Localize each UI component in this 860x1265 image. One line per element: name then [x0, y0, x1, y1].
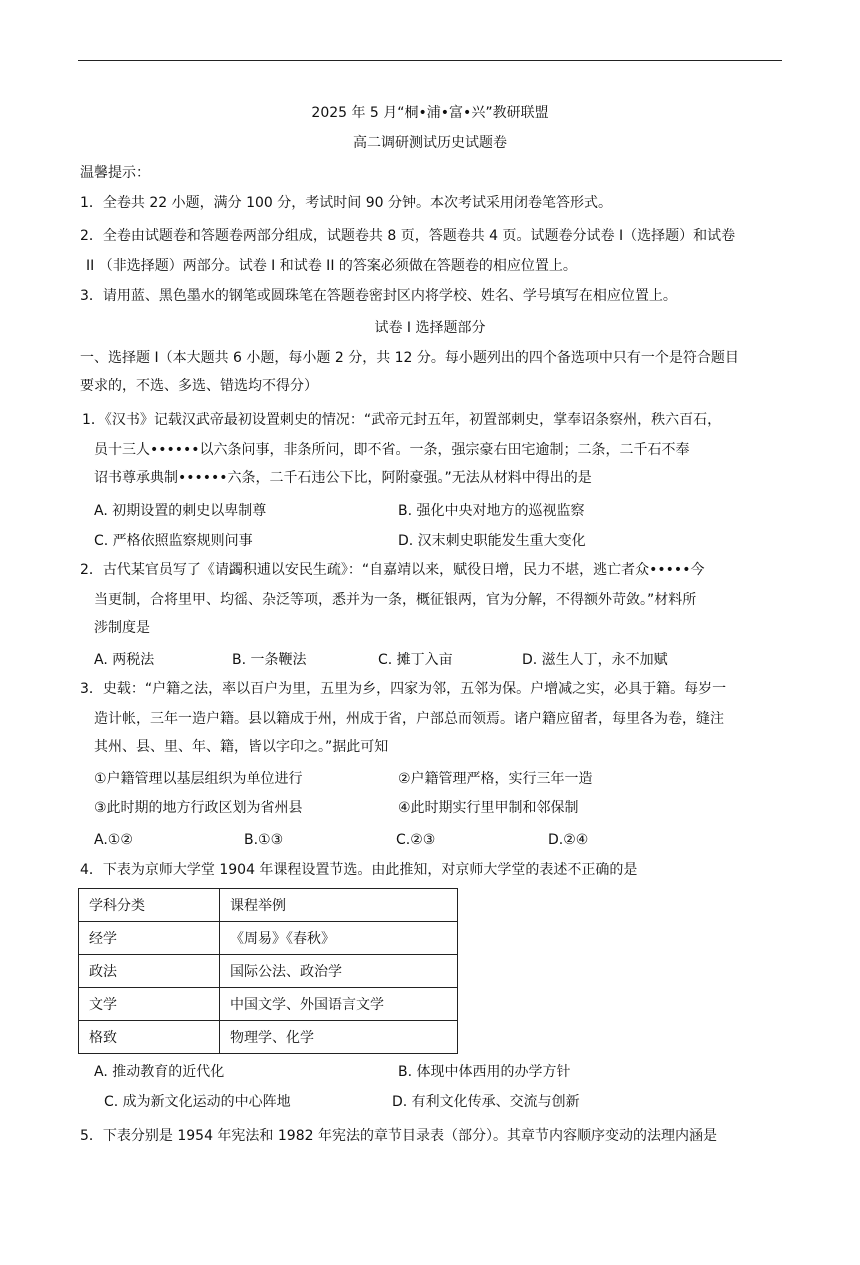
question-3-stem: 3．史载：“户籍之法，率以百户为里，五里为乡，四家为邻，五邻为保。户增减之实，必具于籍。每岁一 — [80, 681, 727, 697]
exam-title: 2025 年 5 月“桐•浦•富•兴”教研联盟 — [311, 105, 549, 121]
table-cell: 文学 — [79, 988, 220, 1021]
course-table — [78, 888, 458, 1054]
question-3-option-d: D.②④ — [548, 832, 589, 848]
question-4-option-a: A. 推动教育的近代化 — [94, 1064, 225, 1080]
question-2-stem: 涉制度是 — [94, 620, 150, 636]
question-3-stem: 其州、县、里、年、籍，皆以字印之。”据此可知 — [94, 739, 389, 755]
table-cell: 经学 — [79, 922, 220, 955]
question-4-option-c: C. 成为新文化运动的中心阵地 — [104, 1094, 291, 1110]
part-instructions: 要求的，不选、多选、错选均不得分） — [80, 378, 318, 394]
question-3-statement: ①户籍管理以基层组织为单位进行 — [94, 771, 303, 787]
question-4-stem: 4．下表为京师大学堂 1904 年课程设置节选。由此推知，对京师大学堂的表述不正确的是 — [80, 862, 638, 878]
part-instructions: 一、选择题 I（本大题共 6 小题，每小题 2 分，共 12 分。每小题列出的四个备选项中只有一个是符合题目 — [80, 350, 739, 366]
section-title: 试卷 I 选择题部分 — [374, 320, 486, 336]
question-2-option-d: D. 滋生人丁，永不加赋 — [522, 652, 668, 668]
question-1-stem: 诏书尊承典制••••••六条，二千石违公下比，阿附豪强。”无法从材料中得出的是 — [94, 470, 592, 486]
question-2-option-b: B. 一条鞭法 — [232, 652, 307, 668]
table-cell: 格致 — [79, 1021, 220, 1054]
table-row — [79, 922, 458, 955]
question-3-statement: ③此时期的地方行政区划为省州县 — [94, 800, 303, 816]
question-3-option-c: C.②③ — [396, 832, 436, 848]
question-4-option-b: B. 体现中体西用的办学方针 — [398, 1064, 571, 1080]
question-3-option-a: A.①② — [94, 832, 133, 848]
question-1-stem: 员十三人••••••以六条问事，非条所问，即不省。一条，强宗豪右田宅逾制；二条，二千石不奉 — [94, 442, 690, 458]
table-header-cell: 学科分类 — [79, 889, 220, 922]
question-1-option-d: D. 汉末刺史职能发生重大变化 — [398, 533, 586, 549]
question-3-statement: ②户籍管理严格，实行三年一造 — [398, 771, 593, 787]
table-cell: 中国文学、外国语言文学 — [220, 988, 458, 1021]
question-1-option-b: B. 强化中央对地方的巡视监察 — [398, 503, 585, 519]
exam-subtitle: 高二调研测试历史试题卷 — [353, 135, 507, 151]
table-cell: 政法 — [79, 955, 220, 988]
table-cell: 国际公法、政治学 — [220, 955, 458, 988]
question-5-stem: 5．下表分别是 1954 年宪法和 1982 年宪法的章节目录表（部分）。其章节内容顺序变动的法理内涵是 — [80, 1128, 717, 1144]
question-1-option-a: A. 初期设置的刺史以卑制尊 — [94, 503, 267, 519]
notice-heading: 温馨提示： — [80, 165, 150, 181]
notice-item: II （非选择题）两部分。试卷 I 和试卷 II 的答案必须做在答题卷的相应位置上。 — [86, 258, 577, 274]
table-cell: 物理学、化学 — [220, 1021, 458, 1054]
notice-item: 1．全卷共 22 小题，满分 100 分，考试时间 90 分钟。本次考试采用闭卷笔答形式。 — [80, 195, 612, 211]
table-row — [79, 1021, 458, 1054]
question-3-statement: ④此时期实行里甲制和邻保制 — [398, 800, 579, 816]
question-2-stem: 当更制，合将里甲、均徭、杂泛等项，悉并为一条，概征银两，官为分解，不得额外苛敛。”材料所 — [94, 592, 697, 608]
question-3-stem: 造计帐，三年一造户籍。县以籍成于州，州成于省，户部总而领焉。诸户籍应留者，每里各为卷，缝注 — [94, 711, 724, 727]
notice-item: 3．请用蓝、黑色墨水的钢笔或圆珠笔在答题卷密封区内将学校、姓名、学号填写在相应位置上。 — [80, 288, 677, 304]
header-rule — [78, 60, 782, 61]
table-row — [79, 955, 458, 988]
table-header-cell: 课程举例 — [220, 889, 458, 922]
table-header-row — [79, 889, 458, 922]
question-1-option-c: C. 严格依照监察规则问事 — [94, 533, 253, 549]
table-cell: 《周易》《春秋》 — [220, 922, 458, 955]
question-2-option-c: C. 摊丁入亩 — [378, 652, 453, 668]
notice-item: 2．全卷由试题卷和答题卷两部分组成，试题卷共 8 页，答题卷共 4 页。试题卷分试卷 I（选择题）和试卷 — [80, 228, 736, 244]
question-4-option-d: D. 有利文化传承、交流与创新 — [392, 1094, 580, 1110]
question-2-option-a: A. 两税法 — [94, 652, 155, 668]
question-2-stem: 2．古代某官员写了《请蠲积逋以安民生疏》：“自嘉靖以来，赋役日增，民力不堪，逃亡者众•••••今 — [80, 562, 705, 578]
table-row — [79, 988, 458, 1021]
question-1-stem: 1．《汉书》记载汉武帝最初设置刺史的情况：“武帝元封五年，初置部刺史，掌奉诏条察州，秩六百石， — [82, 412, 722, 428]
question-3-option-b: B.①③ — [244, 832, 284, 848]
